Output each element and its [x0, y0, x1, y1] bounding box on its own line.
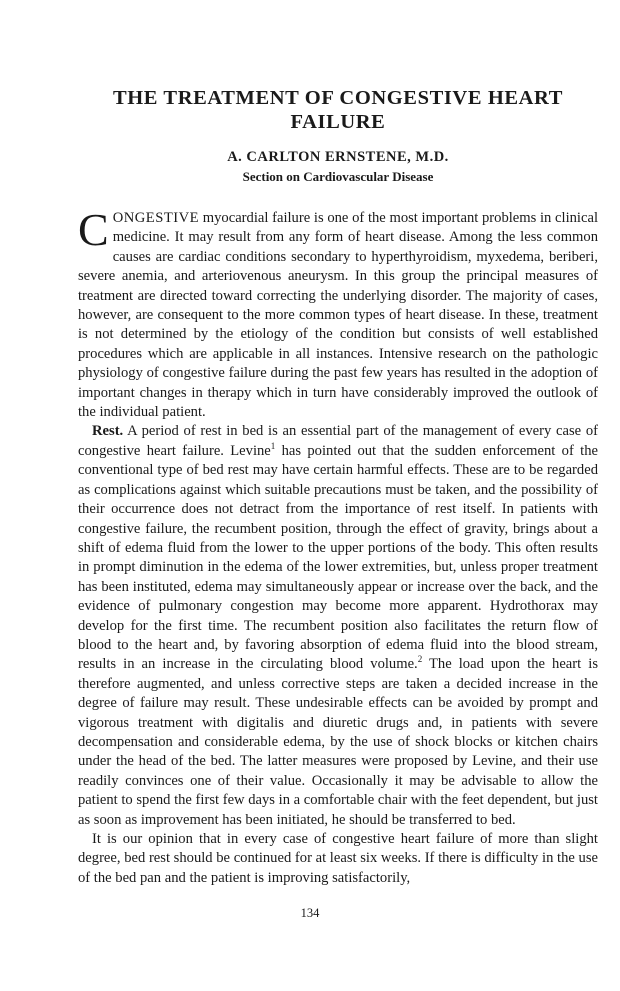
drop-cap: C: [78, 204, 109, 255]
paragraph-text: has pointed out that the sudden enforcement of the conventional type of bed rest may have certain harmful effects. These are to be regarded as complications against which suitable precautions must be taken, and the possibility of their occurrence does not detract from the importance of rest itself. In patients with congestive failure, the recumbent position, through the effect of gravity, brings about a shift of edema fluid from the lower to the upper portions of the body. This often results in prompt diminution in the edema of the lower extremities, but, unless proper treatment has been instituted, edema may simultaneously appear or increase over the back, and the evidence of pulmonary congestion may become more apparent. Hydrothorax may develop for the first time. The recumbent position also facilitates the return flow of blood to the heart and, by favoring absorption of edema fluid into the blood stream, results in an increase in the circulating blood volume.: [78, 442, 598, 673]
paragraph-text: It is our opinion that in every case of congestive heart failure of more than slight degree, bed rest should be continued for at least six weeks. If there is difficulty in the use of the bed pan and the patient is improving satisfactorily,: [78, 831, 598, 886]
paragraph-intro: [78, 204, 598, 422]
page-number: 134: [300, 906, 320, 920]
article-page: [78, 86, 598, 888]
paragraph-lead-word: ONGESTIVE: [112, 210, 200, 226]
section-runin-heading: Rest.: [92, 423, 124, 440]
reference-marker: 1: [270, 441, 276, 452]
paragraph-text: myocardial failure is one of the most important problems in clinical medicine. It may result from any form of heart disease. Among the less common causes are cardiac conditions secondary to hyperthyroidism, myxedema, beriberi, severe anemia, and arteriovenous aneurysm. In this group the principal measures of treatment are directed toward correcting the underlying disorder. The majority of cases, however, are consequent to the more common types of heart disease. In these, treatment is not determined by the etiology of the condition but consists of well established procedures which are applicable in all instances. Intensive research on the pathologic physiology of congestive failure during the past few years has resulted in the adoption of important changes in therapy which in turn have considerably improved the outlook of the individual patient.: [78, 210, 598, 421]
author-name: A. CARLTON ERNSTENE, M.D.: [227, 149, 449, 165]
paragraph-bed-rest: [78, 830, 598, 888]
paragraph-rest: [78, 422, 598, 830]
paragraph-text: The load upon the heart is therefore augmented, and unless corrective steps are taken a decided increase in the degree of failure may result. These undesirable effects can be avoided by prompt and vigorous treatment with digitalis and diuretic drugs and, in patients with severe decompensation and considerable edema, by the use of shock blocks or kitchen chairs under the head of the bed. The latter measures were proposed by Levine, and their use readily convinces one of their value. Occasionally it may be advisable to allow the patient to spend the first few days in a comfortable chair with the feet dependent, but just as soon as improvement has been initiated, he should be transferred to bed.: [78, 656, 598, 828]
reference-marker: 2: [417, 654, 423, 665]
article-title: THE TREATMENT OF CONGESTIVE HEART FAILURE: [112, 87, 564, 133]
author-affiliation: Section on Cardiovascular Disease: [242, 169, 434, 184]
article-body: [78, 204, 598, 888]
paragraph-text: A period of rest in bed is an essential part of the management of every case of congestive heart failure. Levine: [78, 423, 598, 459]
